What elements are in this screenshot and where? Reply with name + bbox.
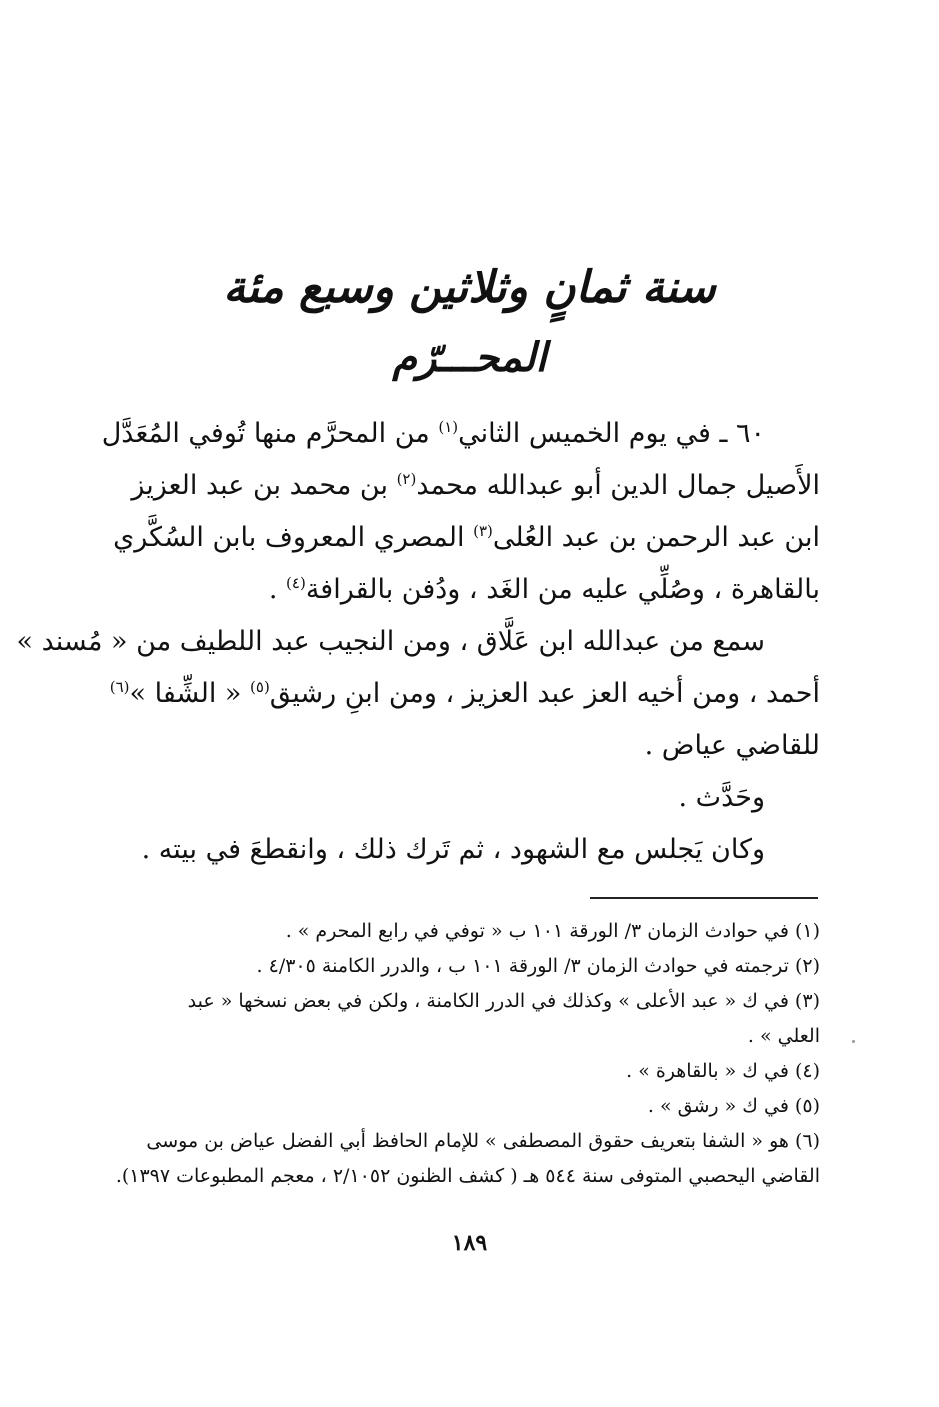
- footnote-divider: [590, 897, 818, 899]
- body-line-1-rest: من المحرَّم منها تُوفي المُعَدَّل: [101, 418, 430, 449]
- shifa-title: « الشِّفا »: [129, 678, 242, 709]
- footnote-4: (٤) في ك « بالقاهرة » .: [626, 1060, 820, 1082]
- footnote-ref-2: (٢): [396, 470, 417, 488]
- footnote-5: (٥) في ك « رشق » .: [647, 1095, 820, 1117]
- body-line-2-rest: بن محمد بن عبد العزيز: [131, 470, 388, 501]
- para2-line-2: [109, 668, 820, 720]
- body-line-1: [101, 408, 820, 460]
- body-line-3-rest: المصري المعروف بابن السُكَّري: [113, 522, 465, 553]
- body-line-3-text: ابن عبد الرحمن بن عبد العُلى: [492, 522, 820, 553]
- footnote-ref-4: (٤): [286, 574, 306, 592]
- footnote-1: (١) في حوادث الزمان ٣/ الورقة ١٠١ ب « توفي في رابع المحرم » .: [285, 920, 820, 942]
- para3-line: وحَدَّث .: [678, 782, 765, 813]
- year-heading: سنة ثمانٍ وثلاثين وسبع مئة: [223, 262, 716, 313]
- main-text: [16, 408, 820, 876]
- footnote-ref-6: (٦): [109, 678, 130, 696]
- para2-line-1: سمع من عبدالله ابن عَلَّاق ، ومن النجيب عبد اللطيف من « مُسند »: [16, 626, 765, 657]
- footnote-ref-3: (٣): [473, 522, 493, 540]
- body-line-2: [131, 460, 820, 512]
- month-heading: المحـــرّم: [392, 334, 547, 381]
- para4-line: وكان يَجلس مع الشهود ، ثم تَرك ذلك ، وانقطعَ في بيته .: [141, 834, 765, 865]
- footnote-2: (٢) ترجمته في حوادث الزمان ٣/ الورقة ١٠١ ب ، والدرر الكامنة ٤/٣٠٥ .: [256, 955, 820, 977]
- footnote-6: (٦) هو « الشفا بتعريف حقوق المصطفى » للإمام الحافظ أبي الفضل عياض بن موسى: [146, 1130, 820, 1152]
- body-line-4: [150, 564, 820, 616]
- body-line-2-text: الأَصيل جمال الدين أبو عبدالله محمد: [416, 470, 820, 501]
- body-line-4-end: .: [268, 574, 278, 605]
- footnote-6-cont: القاضي اليحصبي المتوفى سنة ٥٤٤ هـ ( كشف الظنون ٢/١٠٥٢ ، معجم المطبوعات ١٣٩٧).: [115, 1165, 820, 1187]
- body-line-4-text: بالقاهرة ، وصُلِّي عليه من الغَد ، ودُفن بالقرافة: [305, 574, 820, 605]
- page-number: ١٨٩: [451, 1230, 488, 1256]
- footnotes: [115, 914, 820, 1194]
- scan-speck: [852, 1040, 855, 1043]
- para2-line-2-text: أحمد ، ومن أخيه العز عبد العزيز ، ومن ابنِ رشيق: [269, 678, 820, 709]
- entry-number-text: ٦٠ ـ في يوم الخميس الثاني: [458, 418, 765, 449]
- para2-line-3: للقاضي عياض .: [644, 730, 820, 761]
- footnote-3-cont: العلي » .: [747, 1025, 820, 1047]
- footnote-ref-1: (١): [438, 418, 459, 436]
- footnote-ref-5: (٥): [250, 678, 270, 696]
- footnote-3: (٣) في ك « عبد الأعلى » وكذلك في الدرر الكامنة ، ولكن في بعض نسخها « عبد: [187, 990, 820, 1012]
- body-line-3: [113, 512, 820, 564]
